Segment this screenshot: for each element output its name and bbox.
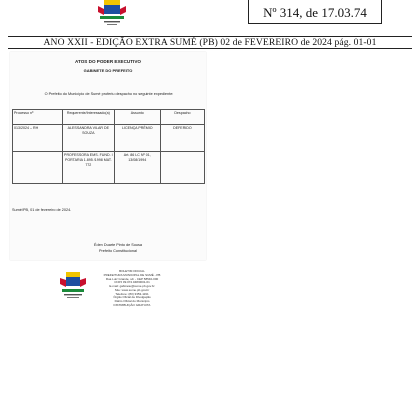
- table-cell: [13, 152, 63, 184]
- scanned-document: [10, 52, 206, 260]
- footer-line: BOLETIM OFICIAL: [119, 269, 145, 273]
- edition-line: ANO XXII - EDIÇÃO EXTRA SUMÉ (PB) 02 de FEVEREIRO de 2024 pág. 01-01: [43, 37, 377, 48]
- table-cell: ALESSANDRA VILAR DE SOUZA: [62, 125, 114, 152]
- table-cell: [160, 152, 204, 184]
- footer-contact-info: [92, 270, 172, 308]
- table-header-cell: Requerente/Interessado(a): [62, 110, 114, 125]
- dispatch-table: [12, 109, 205, 184]
- table-header-cell: Assunto: [114, 110, 160, 125]
- signer-title: Prefeito Constitucional: [99, 249, 137, 253]
- table-header-row: [13, 110, 205, 125]
- table-cell: DEFERIDO: [160, 125, 204, 152]
- footer-line: Diário Oficial do Município: [114, 299, 150, 303]
- lei-number-box: [248, 0, 382, 24]
- footer-line: Rua Luiz Grande, s/n - CEP 58540-000: [105, 276, 159, 281]
- footer-line: DISTRIBUIÇÃO GRATUITA: [113, 302, 151, 307]
- document-intro: O Prefeito do Município de Sumé proferiu despacho no seguinte expediente:: [44, 92, 174, 96]
- footer-line: E-mail: gabinete@sume.pb.gov.br: [109, 284, 155, 288]
- table-row: [13, 152, 205, 184]
- table-cell: Art. 86 LC Nº 01, 13/08/1994: [114, 152, 160, 184]
- table-cell: 013/2024 – RH: [13, 125, 63, 152]
- footer-line: CNPJ 09.074.048/0001-61: [114, 280, 150, 285]
- header-crest-logo: [82, 0, 142, 30]
- footer-line: PREFEITURA MUNICIPAL DE SUMÉ - PB: [103, 272, 161, 277]
- document-title: ATOS DO PODER EXECUTIVO: [75, 59, 141, 64]
- header-divider-bottom: [8, 48, 412, 49]
- table-cell: LICENÇA PRÊMIO: [114, 125, 160, 152]
- table-header-cell: Processo nº: [13, 110, 63, 125]
- table-header-cell: Despacho: [160, 110, 204, 125]
- table-cell: PROFESSORA EMS. FUND. I PORTARIA 1.895 /1998 MAT. 772: [62, 152, 114, 184]
- footer-crest-logo: [55, 270, 91, 304]
- lei-number: Nº 314, de 17.03.74: [263, 5, 367, 20]
- municipal-crest-icon: [55, 270, 91, 304]
- document-date: Sumé/PB, 01 de fevereiro de 2024.: [12, 208, 72, 212]
- municipal-crest-icon: [82, 0, 142, 30]
- footer-line: Site: www.sume.pb.gov.br: [114, 287, 150, 292]
- footer-line: Telefone: (83) 3353-1191: [115, 291, 149, 296]
- footer-line: Órgão Oficial de Divulgação: [113, 295, 151, 300]
- signer-name: Éden Duarte Pinto de Sousa: [93, 243, 143, 247]
- document-subtitle: GABINETE DO PREFEITO: [83, 68, 133, 73]
- table-row: [13, 125, 205, 152]
